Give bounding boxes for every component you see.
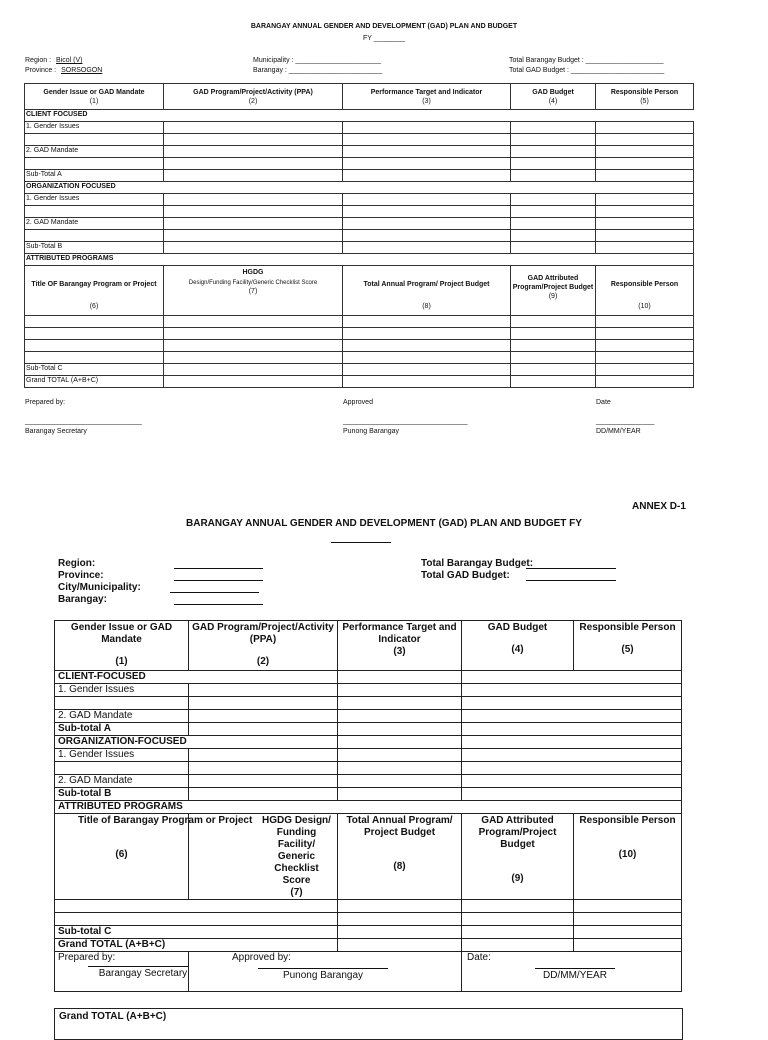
total-gad-budget-line xyxy=(526,580,616,581)
form1-barangay: Barangay : ________________________ xyxy=(253,67,383,74)
cell[interactable] xyxy=(343,230,511,242)
row-grand-total: Grand TOTAL (A+B+C) xyxy=(25,376,164,388)
cell[interactable] xyxy=(462,788,682,801)
table-row xyxy=(55,671,682,684)
header-gender-issue: Gender Issue or GAD Mandate (1) xyxy=(55,621,189,671)
header-hgdg: HGDG Design/Funding Facility/Generic Checklist Score (7) xyxy=(164,266,343,316)
section-attributed-programs: ATTRIBUTED PROGRAMS xyxy=(55,801,682,814)
cell[interactable] xyxy=(462,913,574,926)
form1-approved: Approved xyxy=(343,399,373,406)
cell[interactable] xyxy=(164,218,343,230)
cell[interactable] xyxy=(25,316,164,328)
cell[interactable] xyxy=(511,206,596,218)
province-line xyxy=(174,580,263,581)
cell[interactable] xyxy=(164,158,343,170)
table-row xyxy=(55,723,682,736)
header-responsible-person: Responsible Person (5) xyxy=(574,621,682,671)
cell[interactable] xyxy=(189,697,338,710)
row-subtotal-b: Sub-Total B xyxy=(25,242,164,254)
region-line xyxy=(174,568,263,569)
cell[interactable] xyxy=(25,340,164,352)
cell[interactable] xyxy=(596,340,694,352)
cell[interactable] xyxy=(164,170,343,182)
form2-ddmmyear: DD/MM/YEAR xyxy=(535,968,615,982)
cell[interactable] xyxy=(511,316,596,328)
cell[interactable] xyxy=(511,364,596,376)
row-gender-issues: 1. Gender Issues xyxy=(25,122,164,134)
cell[interactable] xyxy=(511,170,596,182)
cell[interactable] xyxy=(511,352,596,364)
cell[interactable] xyxy=(164,230,343,242)
table-row xyxy=(25,242,694,254)
cell[interactable] xyxy=(338,913,462,926)
table-row xyxy=(25,230,694,242)
cell[interactable] xyxy=(462,775,682,788)
cell[interactable] xyxy=(343,134,511,146)
row-subtotal-c: Sub-Total C xyxy=(25,364,164,376)
cell xyxy=(462,736,682,749)
cell[interactable] xyxy=(511,218,596,230)
cell[interactable] xyxy=(596,170,694,182)
cell[interactable] xyxy=(511,122,596,134)
form1-prepared-by: Prepared by: xyxy=(25,399,66,406)
cell[interactable] xyxy=(189,710,338,723)
cell[interactable] xyxy=(338,926,462,939)
annex-label: ANNEX D-1 xyxy=(632,501,686,512)
cell[interactable] xyxy=(164,194,343,206)
section-organization-focused: ORGANIZATION-FOCUSED xyxy=(55,736,338,749)
cell[interactable] xyxy=(164,352,343,364)
form3-grand-total: Grand TOTAL (A+B+C) xyxy=(59,1011,167,1022)
cell[interactable] xyxy=(343,376,511,388)
form1-title: BARANGAY ANNUAL GENDER AND DEVELOPMENT (GAD) PLAN AND BUDGET xyxy=(250,23,518,30)
row-gender-issues: 1. Gender Issues xyxy=(55,684,189,697)
row-gender-issues: 1. Gender Issues xyxy=(55,749,189,762)
table-row xyxy=(25,134,694,146)
prepared-cell xyxy=(55,952,189,992)
table-row xyxy=(55,775,682,788)
cell[interactable] xyxy=(25,352,164,364)
cell[interactable] xyxy=(338,788,462,801)
form1-region xyxy=(25,57,82,64)
barangay-line xyxy=(174,604,263,605)
cell[interactable] xyxy=(338,710,462,723)
form1-header-row xyxy=(25,84,694,110)
table-row xyxy=(55,762,682,775)
cell[interactable] xyxy=(511,328,596,340)
cell[interactable] xyxy=(164,376,343,388)
table-row xyxy=(25,110,694,122)
attr-header-row xyxy=(25,266,694,316)
cell[interactable] xyxy=(338,749,462,762)
cell[interactable] xyxy=(462,710,682,723)
header-performance-target: Performance Target and Indicator (3) xyxy=(338,621,462,671)
row-gad-mandate: 2. GAD Mandate xyxy=(25,146,164,158)
row-subtotal-b: Sub-total B xyxy=(55,788,189,801)
cell[interactable] xyxy=(25,134,164,146)
cell xyxy=(462,671,682,684)
cell[interactable] xyxy=(55,762,189,775)
cell[interactable] xyxy=(343,242,511,254)
cell[interactable] xyxy=(596,352,694,364)
table-row xyxy=(25,158,694,170)
cell[interactable] xyxy=(574,939,682,952)
header-title-program: Title OF Barangay Program or Project (6) xyxy=(25,266,164,316)
header-gender-issue: Gender Issue or GAD Mandate (1) xyxy=(25,84,164,110)
form2-title: BARANGAY ANNUAL GENDER AND DEVELOPMENT (GAD) PLAN AND BUDGET FY xyxy=(186,518,582,529)
row-subtotal-a: Sub-Total A xyxy=(25,170,164,182)
cell[interactable] xyxy=(511,340,596,352)
cell[interactable] xyxy=(511,376,596,388)
header-responsible-person-attr: Responsible Person (10) xyxy=(574,814,682,900)
cell[interactable] xyxy=(462,900,574,913)
header-total-annual: Total Annual Program/ Project Budget (8) xyxy=(343,266,511,316)
table-row xyxy=(25,254,694,266)
cell[interactable] xyxy=(55,913,338,926)
region-value: Bicol (V) xyxy=(56,57,83,64)
cell[interactable] xyxy=(596,316,694,328)
table-row xyxy=(25,352,694,364)
cell[interactable] xyxy=(574,926,682,939)
cell[interactable] xyxy=(596,206,694,218)
header-gad-budget: GAD Budget (4) xyxy=(511,84,596,110)
cell[interactable] xyxy=(511,146,596,158)
form2-punong-barangay: Punong Barangay xyxy=(258,968,388,982)
cell[interactable] xyxy=(596,242,694,254)
cell[interactable] xyxy=(164,340,343,352)
cell[interactable] xyxy=(189,788,338,801)
cell[interactable] xyxy=(343,170,511,182)
cell[interactable] xyxy=(338,900,462,913)
cell[interactable] xyxy=(189,749,338,762)
table-row xyxy=(55,710,682,723)
cell[interactable] xyxy=(596,218,694,230)
cell[interactable] xyxy=(511,242,596,254)
section-organization-focused: ORGANIZATION FOCUSED xyxy=(25,182,694,194)
cell[interactable] xyxy=(596,328,694,340)
form2-city: City/Municipality: xyxy=(58,582,141,593)
form2-prepared-by: Prepared by: xyxy=(58,952,116,963)
table-row xyxy=(25,328,694,340)
cell xyxy=(338,736,462,749)
province-label: Province : xyxy=(25,67,57,74)
cell[interactable] xyxy=(189,684,338,697)
cell[interactable] xyxy=(343,340,511,352)
form2-barangay: Barangay: xyxy=(58,594,107,605)
cell[interactable] xyxy=(511,230,596,242)
cell[interactable] xyxy=(596,364,694,376)
cell[interactable] xyxy=(189,762,338,775)
attr-header-row xyxy=(55,814,682,900)
cell[interactable] xyxy=(343,206,511,218)
cell[interactable] xyxy=(596,194,694,206)
header-responsible-person: Responsible Person (5) xyxy=(596,84,694,110)
cell[interactable] xyxy=(574,900,682,913)
cell[interactable] xyxy=(511,194,596,206)
form1-punong-barangay: Punong Barangay xyxy=(343,428,400,435)
form1-total-gad-budget: Total GAD Budget : ________________________ xyxy=(509,67,665,74)
cell[interactable] xyxy=(338,697,462,710)
form2-approved-by: Approved by: xyxy=(232,952,291,963)
cell[interactable] xyxy=(25,230,164,242)
cell[interactable] xyxy=(462,762,682,775)
cell[interactable] xyxy=(164,316,343,328)
header-performance-target: Performance Target and Indicator (3) xyxy=(343,84,511,110)
table-row xyxy=(55,697,682,710)
table-row xyxy=(25,122,694,134)
cell[interactable] xyxy=(338,684,462,697)
cell[interactable] xyxy=(462,926,574,939)
signature-row xyxy=(55,952,682,992)
cell[interactable] xyxy=(596,230,694,242)
cell[interactable] xyxy=(343,328,511,340)
cell[interactable] xyxy=(55,697,189,710)
cell[interactable] xyxy=(164,134,343,146)
form1-fy: FY ________ xyxy=(363,35,405,42)
cell[interactable] xyxy=(596,146,694,158)
section-attributed-programs: ATTRIBUTED PROGRAMS xyxy=(25,254,694,266)
table-row xyxy=(25,218,694,230)
cell[interactable] xyxy=(25,206,164,218)
form1-barangay-secretary: Barangay Secretary xyxy=(25,428,87,435)
cell[interactable] xyxy=(55,900,338,913)
row-gad-mandate: 2. GAD Mandate xyxy=(55,775,189,788)
cell[interactable] xyxy=(164,242,343,254)
cell[interactable] xyxy=(343,316,511,328)
header-title-program: Title of Barangay Program or Project (6) xyxy=(55,814,189,900)
table-row xyxy=(55,749,682,762)
form2-fy-line xyxy=(331,542,391,543)
cell[interactable] xyxy=(596,134,694,146)
cell[interactable] xyxy=(164,122,343,134)
province-value: SORSOGON xyxy=(61,67,103,74)
table-row xyxy=(25,340,694,352)
city-line xyxy=(170,592,259,593)
cell[interactable] xyxy=(189,775,338,788)
table-row xyxy=(25,194,694,206)
form1-municipality: Municipality : ______________________ xyxy=(253,57,382,64)
form1-prepared-line: ______________________________ xyxy=(25,418,142,425)
form1-date: Date xyxy=(596,399,611,406)
table-row xyxy=(25,364,694,376)
row-subtotal-c: Sub-total C xyxy=(55,926,338,939)
table-row xyxy=(25,316,694,328)
header-gad-attributed: GAD Attributed Program/Project Budget (9) xyxy=(462,814,574,900)
row-gad-mandate: 2. GAD Mandate xyxy=(55,710,189,723)
form2-table xyxy=(54,620,682,992)
cell[interactable] xyxy=(164,206,343,218)
cell[interactable] xyxy=(338,775,462,788)
table-row xyxy=(25,182,694,194)
header-gad-ppa: GAD Program/Project/Activity (PPA) (2) xyxy=(164,84,343,110)
table-row xyxy=(55,926,682,939)
cell[interactable] xyxy=(164,328,343,340)
row-gad-mandate: 2. GAD Mandate xyxy=(25,218,164,230)
form2-barangay-secretary: Barangay Secretary xyxy=(88,966,189,980)
form2-budget-labels xyxy=(421,558,533,582)
cell[interactable] xyxy=(462,723,682,736)
table-row xyxy=(55,900,682,913)
form2-region: Region: xyxy=(58,558,96,569)
header-gad-ppa: GAD Program/Project/Activity (PPA) (2) xyxy=(189,621,338,671)
form2-date: Date: xyxy=(467,952,491,963)
table-row xyxy=(25,170,694,182)
form1-approved-line: ________________________________ xyxy=(343,418,468,425)
cell[interactable] xyxy=(574,913,682,926)
cell[interactable] xyxy=(343,352,511,364)
form1-table xyxy=(24,83,694,388)
cell[interactable] xyxy=(189,723,338,736)
cell[interactable] xyxy=(343,122,511,134)
cell[interactable] xyxy=(343,218,511,230)
form2-province: Province: xyxy=(58,570,104,581)
approved-cell xyxy=(189,952,462,992)
table-row xyxy=(25,146,694,158)
total-barangay-budget-line xyxy=(526,568,616,569)
cell xyxy=(338,671,462,684)
table-row xyxy=(55,913,682,926)
cell[interactable] xyxy=(596,376,694,388)
region-label: Region : xyxy=(25,57,52,64)
cell[interactable] xyxy=(343,364,511,376)
form3-fragment xyxy=(54,1008,683,1040)
table-row xyxy=(55,939,682,952)
cell[interactable] xyxy=(462,749,682,762)
table-row xyxy=(55,684,682,697)
date-cell xyxy=(462,952,682,992)
form2-total-gad-budget: Total GAD Budget: xyxy=(421,570,510,581)
table-row xyxy=(25,206,694,218)
section-client-focused: CLIENT-FOCUSED xyxy=(55,671,338,684)
cell[interactable] xyxy=(462,697,682,710)
cell[interactable] xyxy=(343,146,511,158)
cell[interactable] xyxy=(25,328,164,340)
table-row xyxy=(55,788,682,801)
form1-total-barangay-budget: Total Barangay Budget : ____________________ xyxy=(509,57,664,64)
form1-ddmmyear: DD/MM/YEAR xyxy=(596,428,641,435)
table-row xyxy=(55,736,682,749)
row-grand-total: Grand TOTAL (A+B+C) xyxy=(55,939,338,952)
cell[interactable] xyxy=(164,364,343,376)
header-responsible-person-attr: Responsible Person (10) xyxy=(596,266,694,316)
form1-date-line: _______________ xyxy=(596,418,655,425)
cell[interactable] xyxy=(343,194,511,206)
header-gad-budget: GAD Budget (4) xyxy=(462,621,574,671)
form2-total-barangay-budget: Total Barangay Budget: xyxy=(421,558,534,569)
form2-header-row xyxy=(55,621,682,671)
table-row xyxy=(55,801,682,814)
form2-location-labels xyxy=(58,558,141,606)
header-hgdg: HGDG Design/ Funding Facility/ Generic Checklist Score (7) xyxy=(189,814,338,900)
cell[interactable] xyxy=(338,762,462,775)
header-gad-attributed: GAD Attributed Program/Project Budget (9) xyxy=(511,266,596,316)
section-client-focused: CLIENT FOCUSED xyxy=(25,110,694,122)
cell[interactable] xyxy=(511,158,596,170)
cell[interactable] xyxy=(343,158,511,170)
cell[interactable] xyxy=(462,684,682,697)
row-gender-issues: 1. Gender Issues xyxy=(25,194,164,206)
cell[interactable] xyxy=(164,146,343,158)
form1-province xyxy=(25,67,102,74)
row-subtotal-a: Sub-total A xyxy=(55,723,189,736)
table-row xyxy=(25,376,694,388)
cell[interactable] xyxy=(462,939,574,952)
cell[interactable] xyxy=(596,122,694,134)
cell[interactable] xyxy=(511,134,596,146)
header-total-annual: Total Annual Program/ Project Budget (8) xyxy=(338,814,462,900)
cell[interactable] xyxy=(25,158,164,170)
cell[interactable] xyxy=(338,939,462,952)
cell[interactable] xyxy=(596,158,694,170)
cell[interactable] xyxy=(338,723,462,736)
